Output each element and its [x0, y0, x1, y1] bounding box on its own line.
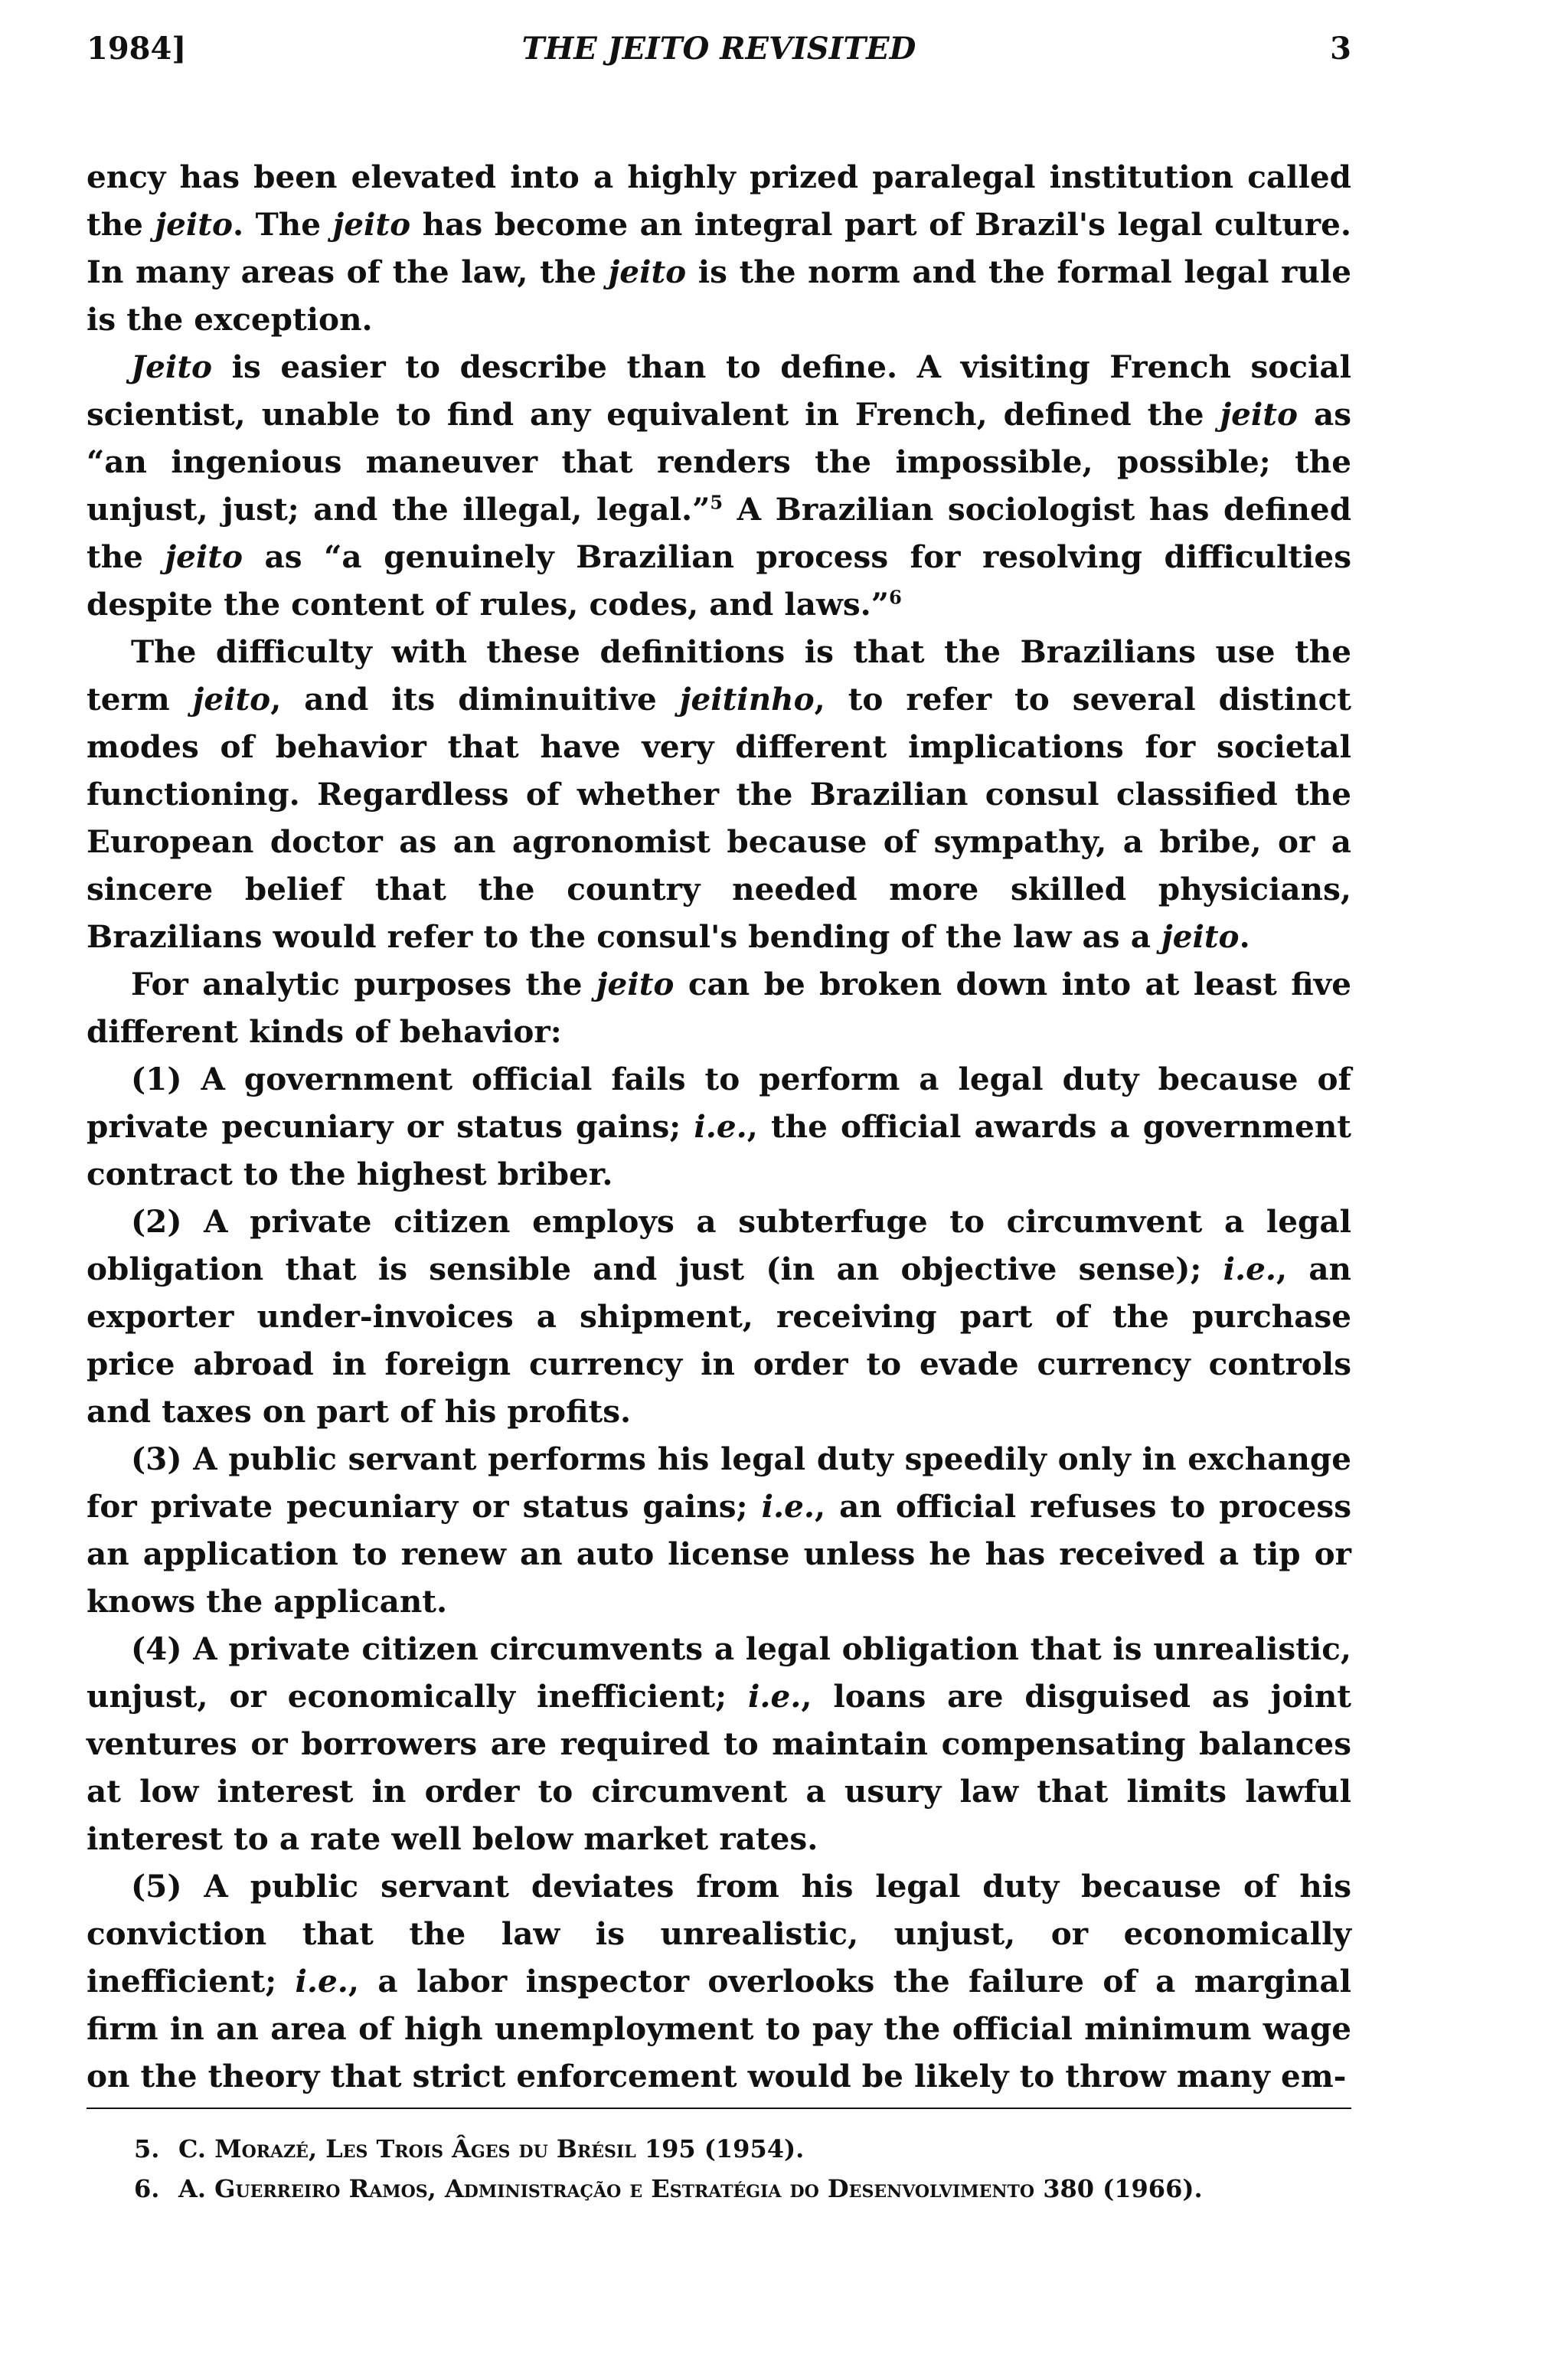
- paragraph: [87, 343, 1351, 628]
- footnote-divider: [87, 2108, 1351, 2109]
- text-run: (1) A government official fails to perform a legal duty because of private pecuniary or status gains;: [87, 1061, 1351, 1145]
- text-run: The difficulty with these definitions is that the Brazilians use the term: [87, 633, 1351, 718]
- text-run: can be broken down into at least five different kinds of behavior:: [87, 966, 1351, 1050]
- text-run: (2) A private citizen employs a subterfuge to circumvent a legal obligation that is sensible and just (in an objective sense);: [87, 1203, 1351, 1287]
- text-run: , a labor inspector overlooks the failure of a marginal firm in an area of high unemployment to pay the official minimum wage on the theory that strict enforcement would be likely to throw many em-: [87, 1963, 1351, 2094]
- italic-term: i.e.: [295, 1963, 348, 2000]
- text-run: (5) A public servant deviates from his legal duty because of his conviction that the law is unrealistic, unjust, or economically inefficient;: [87, 1868, 1351, 2000]
- text-run: has become an integral part of Brazil's legal culture. In many areas of the law, the: [87, 206, 1351, 290]
- italic-term: jeito: [165, 538, 243, 575]
- italic-term: jeito: [1161, 918, 1240, 955]
- text-run: .: [1239, 918, 1250, 955]
- text-run: . The: [233, 206, 333, 243]
- italic-term: jeito: [1220, 396, 1298, 433]
- footnote: [134, 2129, 1351, 2169]
- italic-term: Jeito: [131, 348, 213, 385]
- text-run: A Brazilian sociologist has defined the: [87, 491, 1352, 575]
- text-run: (4) A private citizen circumvents a legal obligation that is unrealistic, unjust, or economically inefficient;: [87, 1630, 1351, 1715]
- italic-term: i.e.: [761, 1488, 815, 1525]
- italic-term: i.e.: [1223, 1251, 1276, 1287]
- paragraph: [87, 1435, 1351, 1625]
- text-run: , and its diminuitive: [270, 681, 680, 718]
- paragraph: [87, 960, 1351, 1055]
- text-run: as “an ingenious maneuver that renders the impossible, possible; the unjust, just; and the illegal, legal.”: [87, 396, 1351, 528]
- italic-term: jeito: [608, 253, 687, 290]
- italic-term: jeito: [332, 206, 411, 243]
- text-run: 195 (1954).: [635, 2134, 805, 2163]
- paragraph: [87, 1055, 1351, 1198]
- paragraph: [87, 153, 1351, 343]
- italic-term: jeitinho: [679, 681, 815, 718]
- article-body: [87, 153, 1351, 2100]
- text-run: as “a genuinely Brazilian process for resolving difficulties despite the content of rules, codes, and laws.”: [87, 538, 1351, 623]
- running-header: [87, 31, 1351, 84]
- paragraph: [87, 628, 1351, 960]
- footnote-ref: 5: [710, 491, 724, 514]
- paragraph: [87, 1862, 1351, 2100]
- running-title: THE JEITO REVISITED: [521, 31, 916, 67]
- text-run: , loans are disguised as joint ventures or borrowers are required to maintain compensating balances at low interest in order to circumvent a usury law that limits lawful interest to a rate well below market rates.: [87, 1678, 1351, 1857]
- italic-term: i.e.: [694, 1108, 747, 1145]
- citation-title: Guerreiro Ramos, Administração e Estratégia do Desenvolvimento: [214, 2174, 1035, 2203]
- text-run: A.: [178, 2174, 215, 2203]
- citation-title: Morazé, Les Trois Âges du Brésil: [214, 2134, 636, 2163]
- footnote-ref: 6: [889, 586, 902, 609]
- text-run: , the official awards a government contract to the highest briber.: [87, 1108, 1351, 1192]
- italic-term: jeito: [192, 681, 271, 718]
- italic-term: jeito: [596, 966, 675, 1002]
- paragraph: [87, 1198, 1351, 1435]
- italic-term: i.e.: [748, 1678, 802, 1715]
- volume-year: 1984]: [87, 31, 187, 67]
- text-run: , to refer to several distinct modes of behavior that have very different implications for societal functioning. Regardless of whether the Brazilian consul classified the European doctor as an agronomist because of sympathy, a bribe, or a sincere belief that the country needed more skilled physicians, Brazilians would refer to the consul's bending of the law as a: [87, 681, 1352, 955]
- footnote-number: 5.: [134, 2134, 160, 2163]
- text-run: ency has been elevated into a highly prized paralegal institution called the: [87, 159, 1351, 243]
- text-run: is easier to describe than to define. A visiting French social scientist, unable to find any equivalent in French, defined the: [87, 348, 1351, 433]
- text-run: (3) A public servant performs his legal duty speedily only in exchange for private pecuniary or status gains;: [87, 1440, 1351, 1525]
- text-run: For analytic purposes the: [131, 966, 596, 1002]
- page-number: 3: [1330, 31, 1351, 67]
- footnote-number: 6.: [134, 2174, 160, 2203]
- footnote: [134, 2169, 1351, 2209]
- text-run: , an official refuses to process an application to renew an auto license unless he has received a tip or knows the applicant.: [87, 1488, 1351, 1620]
- paragraph: [87, 1625, 1351, 1862]
- text-run: , an exporter under-invoices a shipment, receiving part of the purchase price abroad in foreign currency in order to evade currency controls and taxes on part of his profits.: [87, 1251, 1352, 1430]
- italic-term: jeito: [155, 206, 234, 243]
- footnotes: [134, 2129, 1351, 2209]
- text-run: C.: [178, 2134, 215, 2163]
- text-run: 380 (1966).: [1034, 2174, 1203, 2203]
- text-run: is the norm and the formal legal rule is the exception.: [87, 253, 1351, 338]
